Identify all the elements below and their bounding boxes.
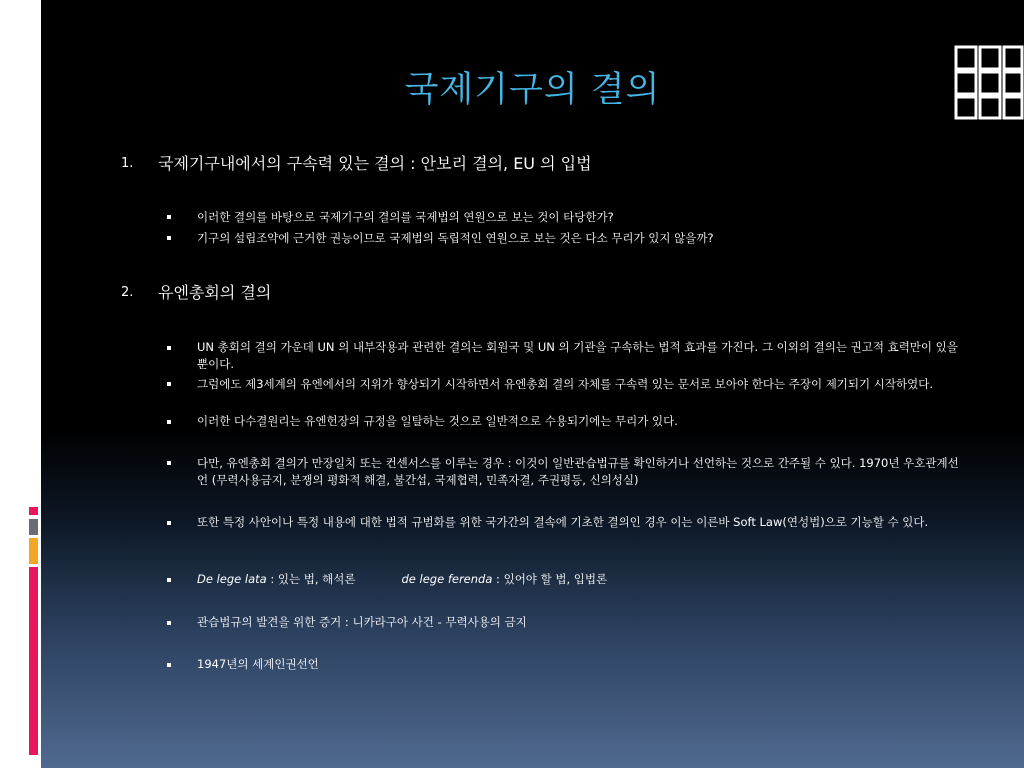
section-1-bullet-2: 기구의 설립조약에 근거한 권능이므로 국제법의 독립적인 연원으로 보는 것은 다소 무리가 있지 않을까?	[197, 231, 714, 245]
section-2-bullet-1: UN 총회의 결의 가운데 UN 의 내부작용과 관련한 결의는 회원국 및 UN 의 기관을 구속하는 법적 효과를 가진다. 그 이외의 결의는 권고적 효력만이 있을 뿐이다.	[197, 340, 958, 371]
section-1-bullet-1: 이러한 결의를 바탕으로 국제기구의 결의를 국제법의 연원으로 보는 것이 타당한가?	[197, 210, 614, 224]
bullet-marker	[167, 382, 171, 386]
bullet-marker	[167, 521, 171, 525]
section-2-extra-bullet-2: 1947년의 세계인권선언	[197, 657, 319, 671]
ferenda-desc: : 있어야 할 법, 입법론	[492, 572, 608, 586]
bullet-marker	[167, 236, 171, 240]
section-2-extra-bullet-1: 관습법규의 발견을 위한 증거 : 니카라구아 사건 - 무력사용의 금지	[197, 615, 527, 629]
section-2-bullet-5: 또한 특정 사안이나 특정 내용에 대한 법적 규범화를 위한 국가간의 결속에 기초한 결의인 경우 이는 이른바 Soft Law(연성법)으로 기능할 수 있다.	[197, 515, 929, 529]
bullet-marker	[167, 578, 171, 582]
lata-term: De lege lata	[197, 572, 267, 586]
lata-desc: : 있는 법, 해석론	[266, 572, 356, 586]
slide-title: 국제기구의 결의	[404, 70, 661, 110]
section-2-bullet-4: 다만, 유엔총회 결의가 만장일치 또는 컨센서스를 이루는 경우 : 이것이 일반관습법규를 확인하거나 선언하는 것으로 간주될 수 있다. 1970년 우호관계선언 (무력사용금지, 분쟁의 평화적 해결, 불간섭, 국제협력, 민족자결, 주권평등, 신의성실)	[197, 456, 959, 487]
lata-line	[197, 571, 607, 588]
bullet-marker	[167, 346, 171, 350]
bullet-marker	[167, 420, 171, 424]
section-1-heading: 국제기구내에서의 구속력 있는 결의 : 안보리 결의, EU 의 입법	[158, 154, 592, 173]
section-2-number: 2.	[121, 285, 134, 300]
bullet-marker	[167, 663, 171, 667]
section-2-heading: 유엔총회의 결의	[158, 283, 272, 302]
accent-bar-pink	[29, 567, 38, 755]
slide	[41, 0, 1024, 768]
section-1-number: 1.	[121, 156, 134, 171]
section-2-bullet-3: 이러한 다수결원리는 유엔헌장의 규정을 일탈하는 것으로 일반적으로 수용되기에는 무리가 있다.	[197, 414, 678, 428]
bullet-marker	[167, 621, 171, 625]
section-2-bullet-2: 그럼에도 제3세계의 유엔에서의 지위가 향상되기 시작하면서 유엔총회 결의 자체를 구속력 있는 문서로 보아야 한다는 주장이 제기되기 시작하였다.	[197, 377, 933, 391]
accent-bar-pink-top	[29, 507, 38, 515]
bullet-marker	[167, 461, 171, 465]
ferenda-term: de lege ferenda	[401, 572, 493, 586]
bullet-marker	[167, 215, 171, 219]
accent-bar-gray	[29, 519, 38, 535]
accent-bar-orange	[29, 538, 38, 564]
